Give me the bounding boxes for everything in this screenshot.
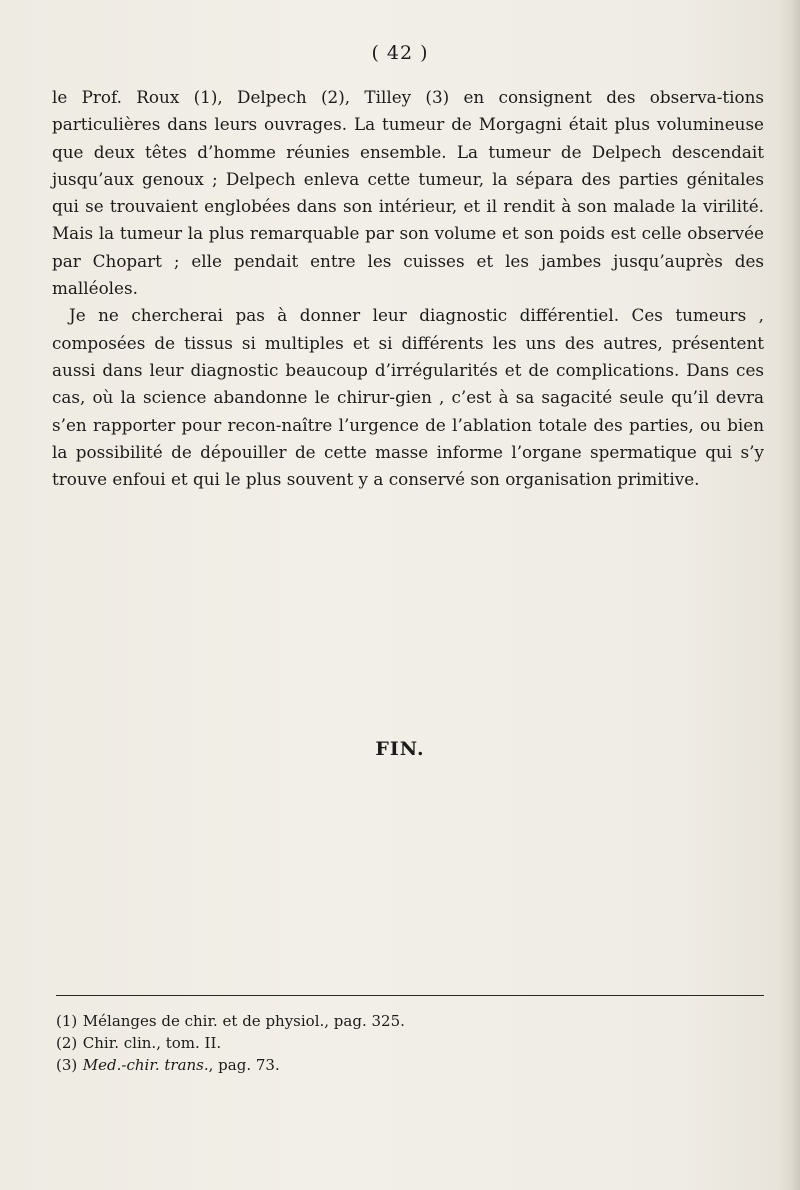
footnote-text: Mélanges de chir. et de physiol., pag. 325. bbox=[82, 1012, 405, 1030]
end-mark: FIN. bbox=[375, 738, 425, 760]
footnote-1 bbox=[56, 1010, 756, 1032]
footnote-3 bbox=[56, 1054, 756, 1076]
body-text bbox=[52, 84, 764, 493]
footnote-number: (2) bbox=[56, 1034, 78, 1052]
page-edge-shadow bbox=[778, 0, 800, 1190]
footnote-number: (1) bbox=[56, 1012, 78, 1030]
footnote-title: Med.-chir. trans. bbox=[82, 1056, 209, 1074]
footnote-text: , pag. 73. bbox=[208, 1056, 280, 1074]
footnote-number: (3) bbox=[56, 1056, 78, 1074]
footnotes bbox=[56, 1010, 756, 1076]
page-number: ( 42 ) bbox=[371, 42, 429, 64]
paragraph-2: Je ne chercherai pas à donner leur diagnostic différentiel. Ces tumeurs , composées de tissus si multiples et si différents les uns des autres, présentent aussi dans leur diagnostic beaucoup d’irrégularités et de complications. Dans ces cas, où la science abandonne le chirur-gien , c’est à sa sagacité seule qu’il devra s’en rapporter pour recon-naître l’urgence de l’ablation totale des parties, ou bien la possibilité de dépouiller de cette masse informe l’organe spermatique qui s’y trouve enfoui et qui le plus souvent y a conservé son organisation primitive. bbox=[52, 305, 764, 490]
paragraph-1: le Prof. Roux (1), Delpech (2), Tilley (3) en consignent des observa-tions particulières dans leurs ouvrages. La tumeur de Morgagni était plus volumineuse que deux têtes d’homme réunies ensemble. La tumeur de Delpech descendait jusqu’aux genoux ; Delpech enleva cette tumeur, la sépara des parties génitales qui se trouvaient englobées dans son intérieur, et il rendit à son malade la virilité. Mais la tumeur la plus remarquable par son volume et son poids est celle observée par Chopart ; elle pendait entre les cuisses et les jambes jusqu’auprès des malléoles. bbox=[52, 87, 764, 299]
footnote-2 bbox=[56, 1032, 756, 1054]
footnote-divider bbox=[56, 995, 764, 996]
footnote-text: Chir. clin., tom. II. bbox=[82, 1034, 222, 1052]
